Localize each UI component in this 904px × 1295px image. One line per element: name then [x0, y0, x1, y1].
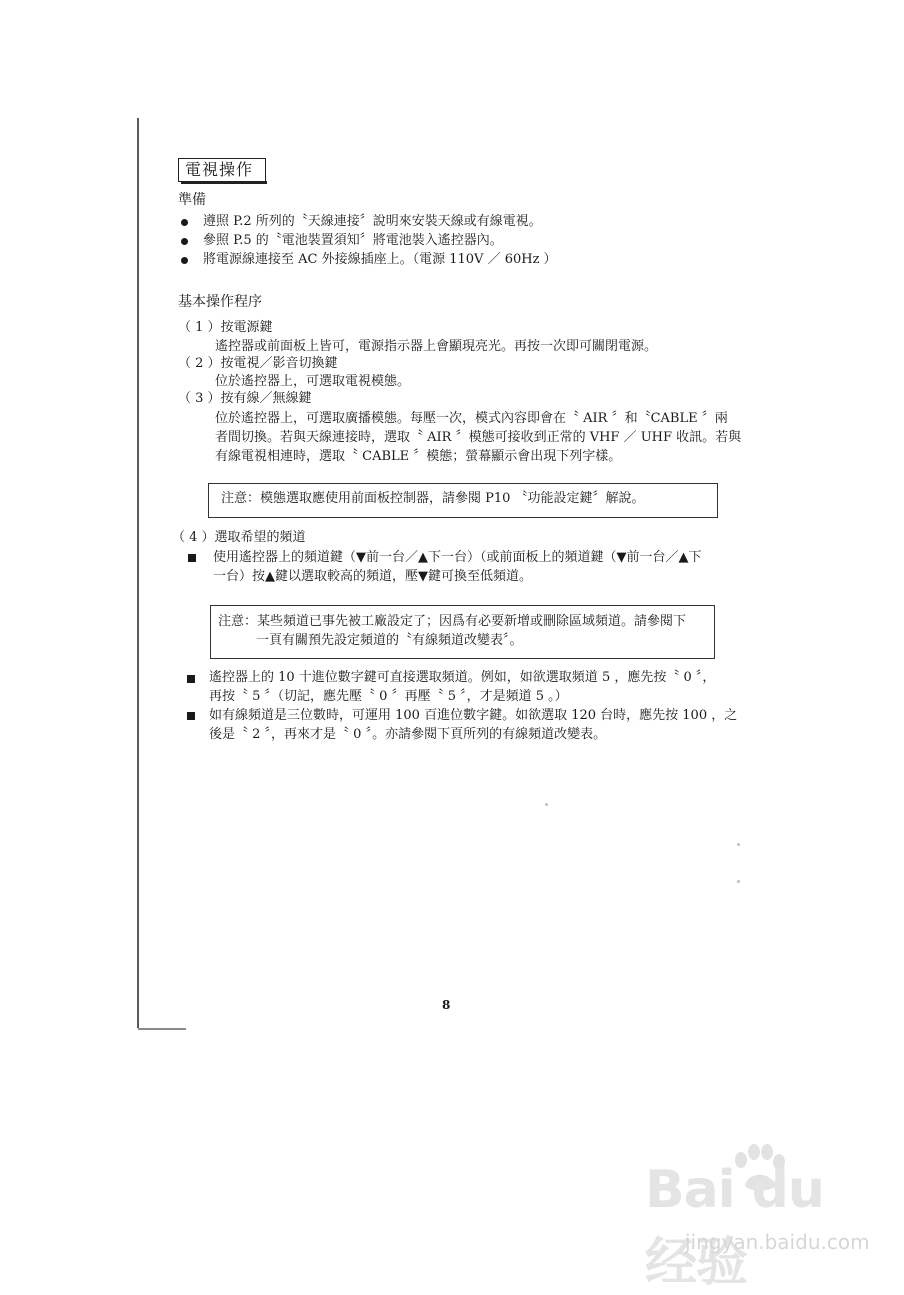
step-title: （ 4 ）選取希望的頻道: [172, 530, 306, 545]
section-title: 電視操作: [185, 160, 254, 179]
watermark-logo: Bai du 经验: [645, 1160, 824, 1293]
step-text: 遙控器上的 10 十進位數字鍵可直接選取頻道。例如，如欲選取頻道 5 ，應先按〝 0 〞，: [209, 670, 716, 685]
note-text: 注意：模態選取應使用前面板控制器，請參閱 P10 〝功能設定鍵〞解說。: [221, 491, 645, 506]
step-text: 如有線頻道是三位數時，可運用 100 百進位數字鍵。如欲選取 120 台時，應先按 100 ，之: [209, 708, 738, 723]
baidu-watermark: [645, 1140, 875, 1293]
bullet-square: [188, 554, 196, 562]
basic-heading: 基本操作程序: [178, 294, 262, 310]
step-title: （ 2 ）按電視／影音切換鍵: [178, 356, 338, 371]
scan-speck: [737, 880, 740, 883]
step-text: 者間切換。若與天線連接時，選取〝 AIR 〞模態可接收到正常的 VHF ／ UHF 收訊。若與: [215, 430, 742, 445]
scan-edge-bottom: [138, 1028, 186, 1030]
step-title: （ 3 ）按有線／無線鍵: [178, 391, 312, 406]
step-text: 遙控器或前面板上皆可，電源指示器上會顯現亮光。再按一次即可關閉電源。: [215, 339, 658, 354]
step-text: 有線電視相連時，選取〝 CABLE 〞模態；螢幕顯示會出現下列字樣。: [215, 449, 622, 464]
scan-edge-left: [137, 118, 139, 1028]
bullet-square: [187, 675, 195, 683]
section-title-box: [178, 158, 266, 182]
step-text: 再按〝 5 〞（切記，應先壓〝 0 〞再壓〝 5 〞，才是頻道 5 。）: [209, 689, 568, 704]
bullet-dot: [181, 219, 188, 226]
prep-item: 遵照 P.2 所列的〝天線連接〞說明來安裝天線或有線電視。: [203, 214, 542, 229]
note-text: 注意：某些頻道已事先被工廠設定了；因爲有必要新增或刪除區域頻道。請參閱下: [218, 614, 687, 629]
scan-speck: [737, 843, 740, 846]
step-text: 使用遙控器上的頻道鍵（▼前一台／▲下一台）（或前面板上的頻道鍵（▼前一台／▲下: [213, 550, 702, 565]
bullet-square: [187, 712, 195, 720]
note-text: 一頁有關預先設定頻道的〝有線頻道改變表〞。: [256, 633, 523, 648]
watermark-url: jingyan.baidu.com: [685, 1230, 870, 1254]
step-text: 後是〝 2 〞，再來才是〝 0 〞。亦請參閱下頁所列的有線頻道改變表。: [209, 727, 607, 742]
step-text: 一台）按▲鍵以選取較高的頻道，壓▼鍵可換至低頻道。: [213, 569, 532, 584]
step-text: 位於遙控器上，可選取電視模態。: [215, 374, 411, 389]
scan-speck: [545, 803, 548, 806]
prep-item: 將電源線連接至 AC 外接線插座上。（電源 110V ／ 60Hz ）: [203, 252, 557, 267]
prep-item: 參照 P.5 的〝電池裝置須知〞將電池裝入遙控器內。: [203, 233, 503, 248]
step-title: （ 1 ）按電源鍵: [178, 320, 273, 335]
page-number: 8: [442, 998, 451, 1012]
step-text: 位於遙控器上，可選取廣播模態。每壓一次，模式內容即會在〝 AIR 〞和〝CABLE 〞兩: [215, 411, 728, 426]
bullet-dot: [181, 238, 188, 245]
bullet-dot: [181, 257, 188, 264]
prep-heading: 準備: [178, 192, 206, 208]
